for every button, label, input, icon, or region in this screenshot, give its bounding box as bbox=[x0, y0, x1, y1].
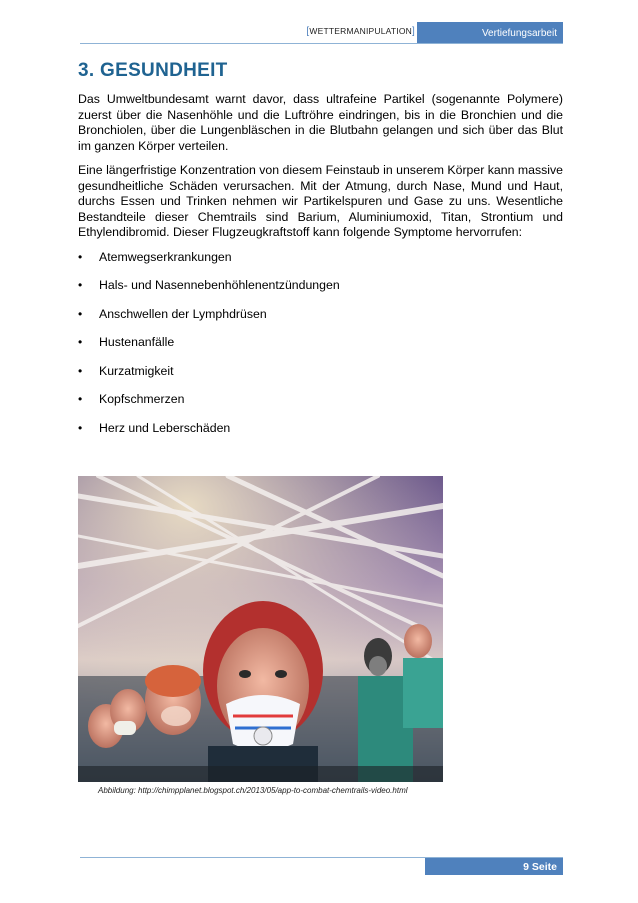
list-item-label: Kurzatmigkeit bbox=[99, 363, 174, 378]
header-tab bbox=[417, 22, 563, 44]
list-item-label: Hals- und Nasennebenhöhlenentzündungen bbox=[99, 278, 340, 292]
list-item bbox=[78, 364, 563, 393]
footer-page-tab bbox=[425, 858, 563, 875]
list-item-label: Kopfschmerzen bbox=[99, 392, 185, 406]
page-header bbox=[80, 22, 563, 42]
chemtrails-illustration bbox=[78, 476, 443, 782]
list-item bbox=[78, 307, 563, 336]
paragraph-1: Das Umweltbundesamt warnt davor, dass ultrafeine Partikel (sogenannte Polymere) zuerst über die Nasenhöhle und die Luftröhre eindringen, bis in die Bronchien und die Bronchiolen, über die Lungenbläschen in die Blutbahn gelangen und sich über das Blut im ganzen Körper verteilen. bbox=[78, 92, 563, 153]
bracket-open: [ bbox=[306, 26, 310, 37]
bullet-icon: • bbox=[78, 363, 83, 378]
header-left-text: WETTERMANIPULATION bbox=[309, 26, 413, 36]
bullet-icon: • bbox=[78, 392, 83, 406]
section-title: 3. GESUNDHEIT bbox=[78, 60, 228, 81]
list-item-label: Herz und Leberschäden bbox=[99, 420, 231, 435]
list-item bbox=[78, 335, 563, 364]
main-content bbox=[78, 60, 563, 449]
list-item bbox=[78, 421, 563, 450]
header-tab-label: Vertiefungsarbeit bbox=[481, 27, 557, 39]
symptom-list bbox=[78, 250, 563, 450]
bullet-icon: • bbox=[78, 306, 83, 321]
bullet-icon: • bbox=[78, 278, 83, 292]
list-item bbox=[78, 278, 563, 307]
bullet-icon: • bbox=[78, 249, 83, 264]
header-document-title bbox=[306, 26, 415, 37]
list-item-label: Anschwellen der Lymphdrüsen bbox=[99, 306, 267, 321]
list-item bbox=[78, 392, 563, 421]
header-divider bbox=[80, 43, 563, 44]
bracket-close: ] bbox=[412, 26, 415, 37]
page-number: 9 Seite bbox=[523, 860, 557, 873]
illustration-art bbox=[78, 476, 443, 782]
bullet-icon: • bbox=[78, 335, 83, 349]
list-item-label: Atemwegserkrankungen bbox=[99, 249, 232, 264]
paragraph-2: Eine längerfristige Konzentration von diesem Feinstaub in unserem Körper kann massive gesundheitliche Schäden verursachen. Mit der Atmung, durch Nase, Mund und Haut, durchs Essen und Trinken nehmen wir Partikelspuren und Gase zu uns. Wesentliche Bestandteile dieser Chemtrails sind Barium, Aluminiumoxid, Titan, Strontium und Ethylendibromid. Dieser Flugzeugkraftstoff kann folgende Symptome hervorrufen: bbox=[78, 163, 563, 239]
list-item-label: Hustenanfälle bbox=[99, 335, 175, 349]
bullet-icon: • bbox=[78, 420, 83, 435]
figure-caption: Abbildung: http://chimpplanet.blogspot.ch/2013/05/app-to-combat-chemtrails-video.html bbox=[98, 786, 408, 795]
list-item bbox=[78, 250, 563, 279]
